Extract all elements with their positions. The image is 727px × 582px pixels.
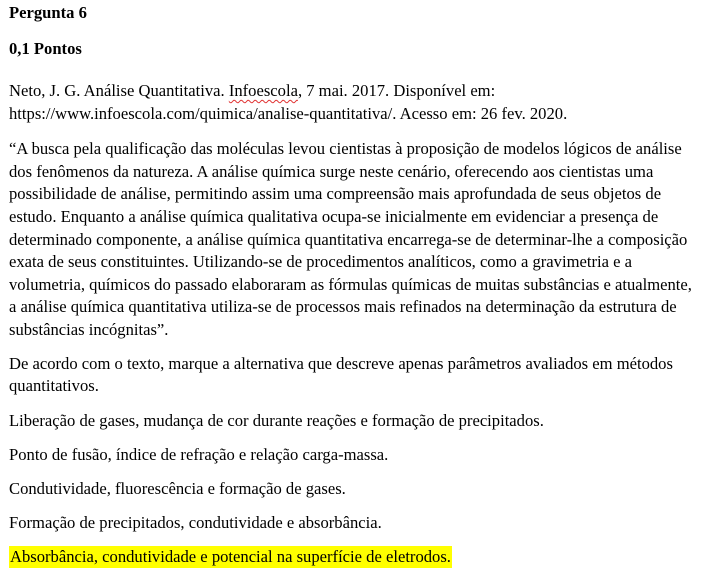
question-page [9, 0, 709, 568]
citation-text: Neto, J. G. Análise Quantitativa. [9, 81, 229, 100]
citation-text-cont: , 7 mai. 2017. Disponível em: [297, 81, 496, 100]
question-points: 0,1 Pontos [9, 39, 82, 58]
answer-option-2[interactable] [9, 444, 709, 466]
question-prompt: De acordo com o texto, marque a alternativa que descreve apenas parâmetros avaliados em métodos quantitativos. [9, 353, 673, 396]
answer-option-label: Liberação de gases, mudança de cor durante reações e formação de precipitados. [9, 410, 544, 430]
citation-url-line: https://www.infoescola.com/quimica/analise-quantitativa/. Acesso em: 26 fev. 2020. [9, 103, 568, 123]
answer-option-1[interactable] [9, 410, 709, 432]
answer-option-label: Ponto de fusão, índice de refração e relação carga-massa. [9, 444, 389, 464]
answer-option-3[interactable] [9, 478, 709, 500]
answer-options [9, 410, 709, 568]
answer-option-label: Condutividade, fluorescência e formação de gases. [9, 478, 346, 498]
reference-citation [9, 80, 709, 125]
question-title: Pergunta 6 [9, 3, 87, 22]
answer-option-4[interactable] [9, 512, 709, 534]
answer-option-5[interactable] [9, 546, 709, 568]
answer-option-label: Formação de precipitados, condutividade e absorbância. [9, 512, 382, 532]
quoted-passage: “A busca pela qualificação das moléculas levou cientistas à proposição de modelos lógicos de análise dos fenômenos da natureza. A análise química surge neste cenário, oferecendo aos cientistas uma possibilidade de análise, permitindo assim uma compreensão mais aprofundada de seus objetos de estudo. Enquanto a análise química qualitativa ocupa-se inicialmente em evidenciar a presença de determinado componente, a análise química quantitativa encarrega-se de determinar-lhe a composição exata de seus constituintes. Utilizando-se de procedimentos analíticos, como a gravimetria e a volumetria, químicos do passado elaboraram as fórmulas químicas de muitas substâncias e atualmente, a análise química quantitativa utiliza-se de processos mais refinados na determinação da estrutura de substâncias incógnitas”. [9, 139, 692, 339]
spellcheck-word: Infoescola [228, 81, 298, 100]
answer-option-label: Absorbância, condutividade e potencial na superfície de eletrodos. [9, 546, 452, 569]
